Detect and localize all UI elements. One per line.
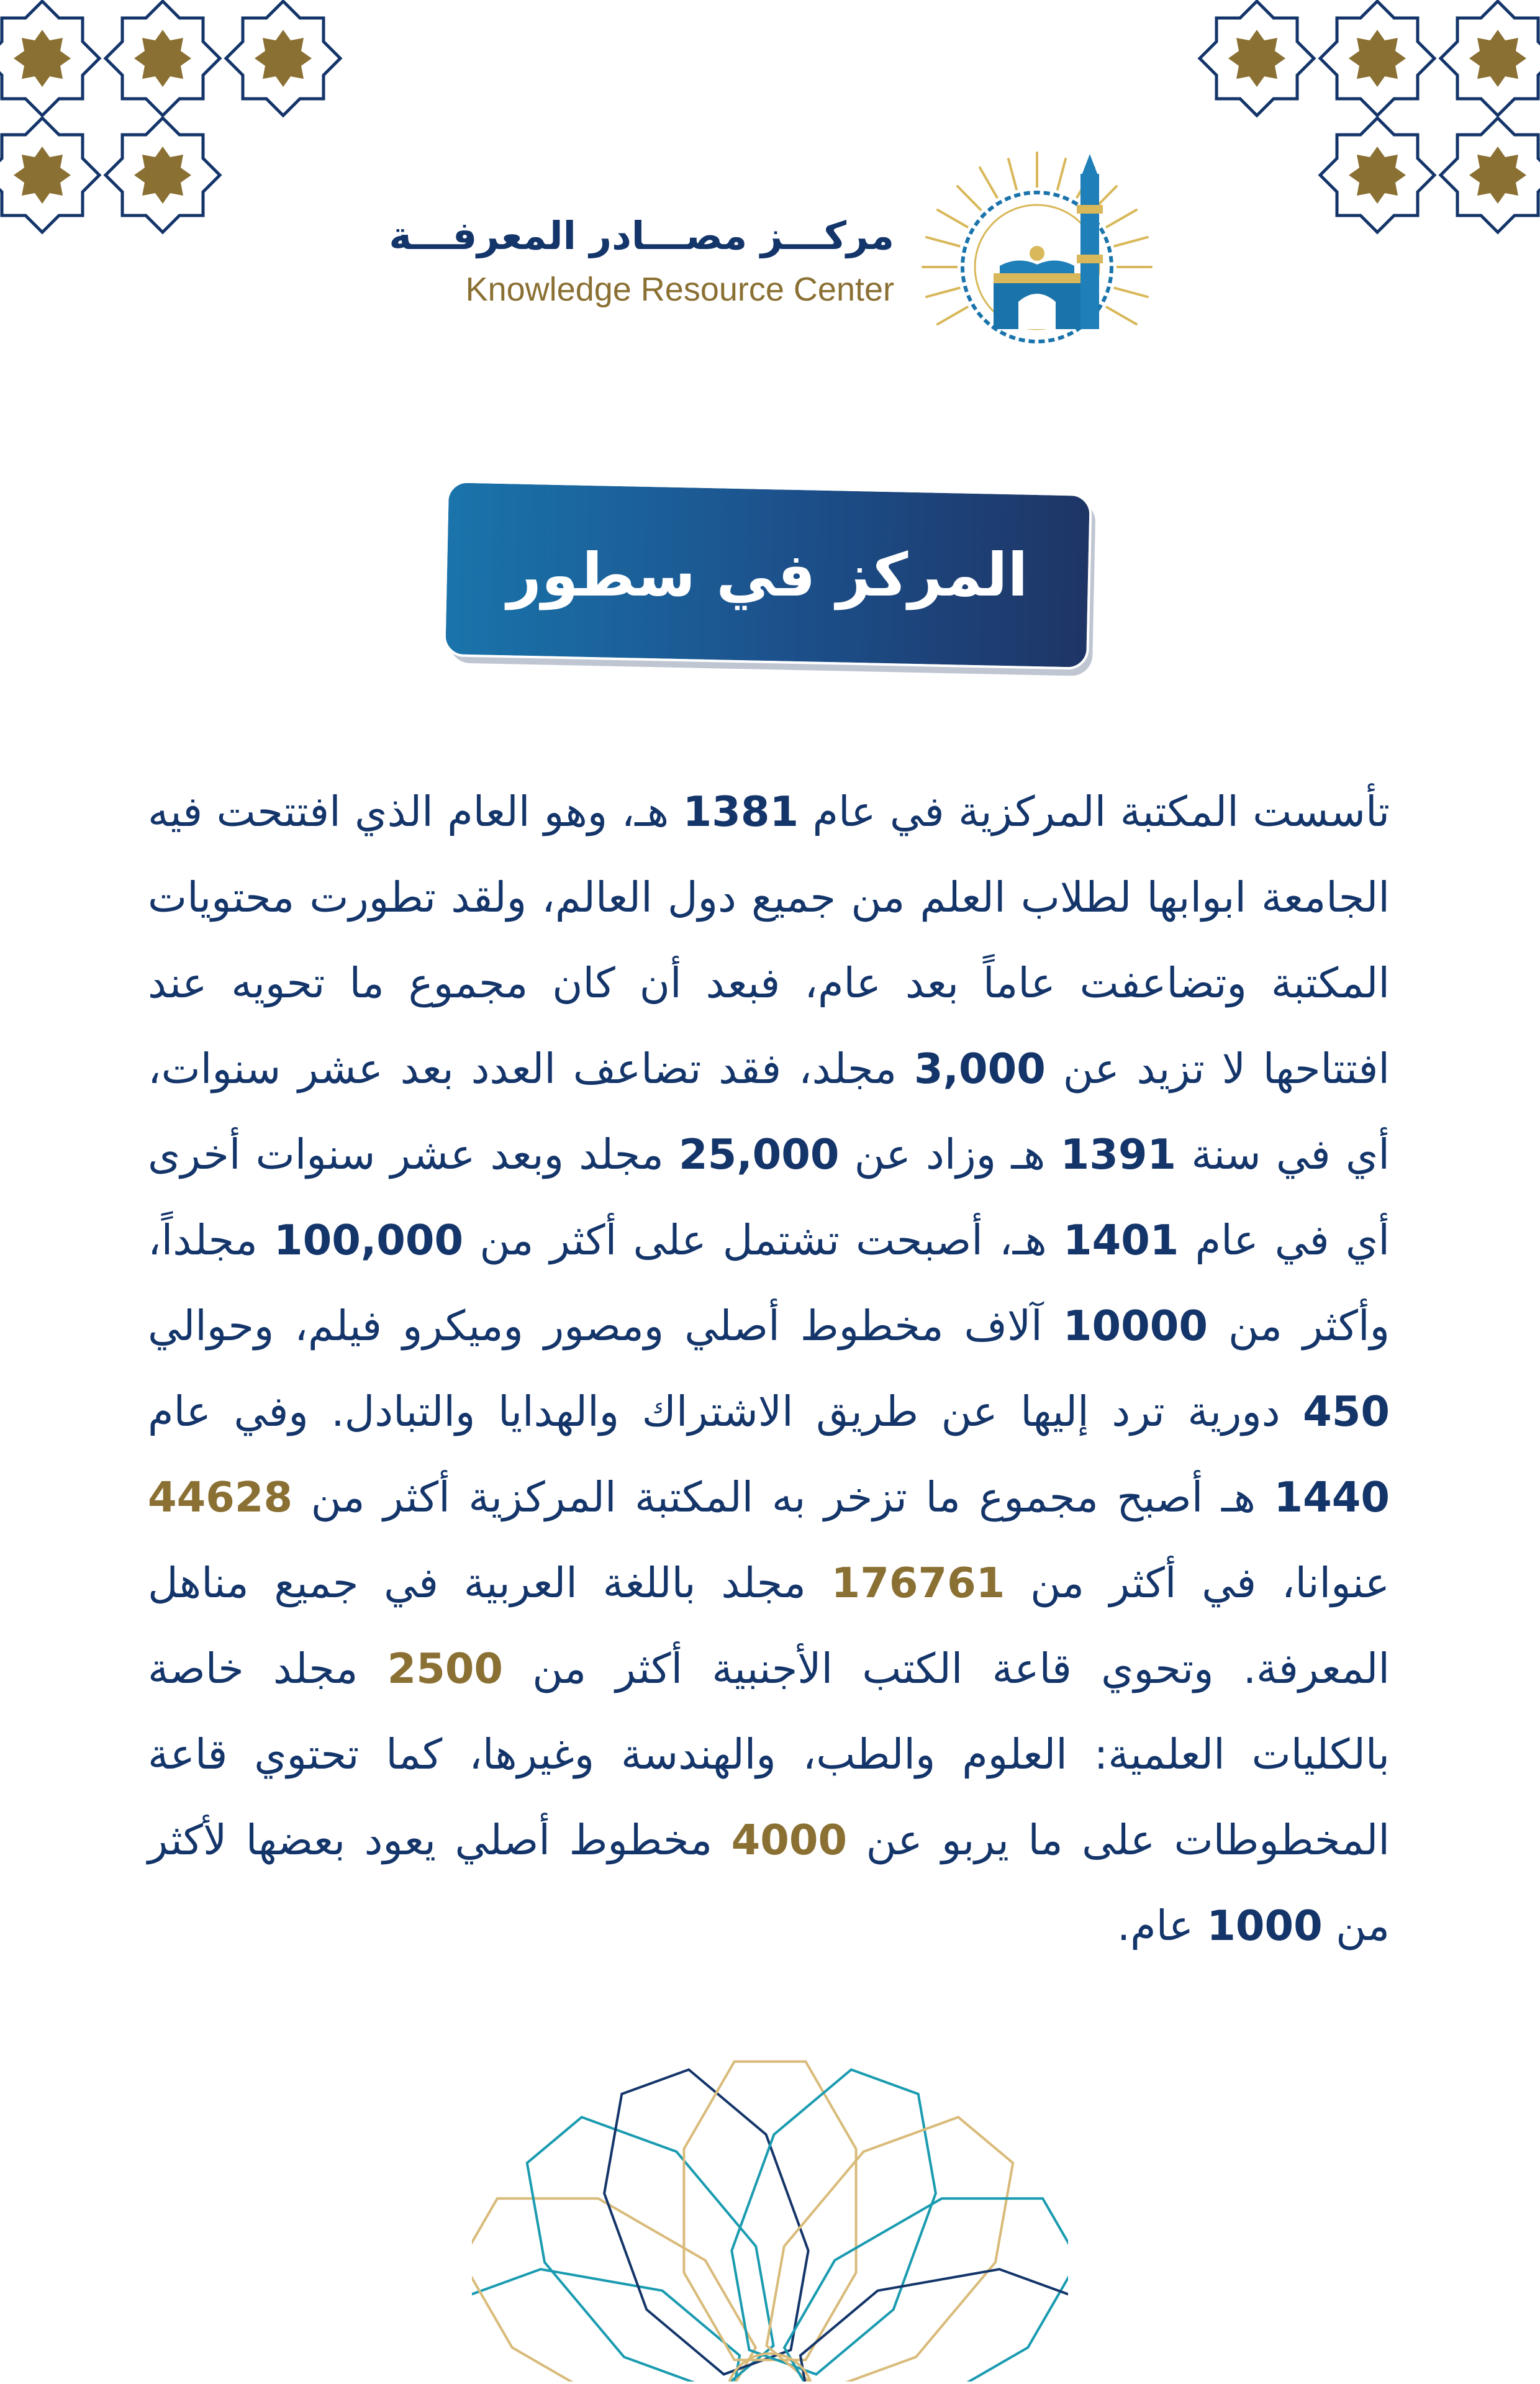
university-emblem-icon	[919, 149, 1155, 385]
header	[385, 149, 1155, 385]
text-segment: عام.	[1116, 1901, 1207, 1950]
volumes-1401: 100,000	[273, 1216, 464, 1264]
header-text	[385, 211, 894, 314]
titles-count: 44628	[148, 1473, 293, 1521]
manuscripts-count: 4000	[731, 1816, 848, 1864]
text-segment: عنوانا، في أكثر من	[1005, 1559, 1390, 1607]
corner-pattern-right-icon	[1180, 0, 1540, 236]
rosette-petal	[489, 2085, 812, 2382]
text-segment: مجلد خاصة بالكليات العلمية: العلوم والطب، والهندسة وغيرها، كما تحتوي قاعة المخطوطات على ما يربو عن	[148, 1644, 1390, 1864]
manuscripts-1401: 10000	[1062, 1302, 1208, 1350]
text-segment: مجلداً، وأكثر من	[148, 1216, 1390, 1350]
text-segment: هـ وزاد عن	[839, 1130, 1061, 1179]
text-segment: مجلد وبعد عشر سنوات أخرى أي في عام	[148, 1130, 1390, 1264]
rosette-petal	[472, 2254, 748, 2382]
corner-pattern-left-icon	[0, 0, 360, 236]
text-segment: مجلد باللغة العربية في جميع مناهل المعرفة. وتحوي قاعة الكتب الأجنبية أكثر من	[148, 1559, 1390, 1693]
rosette-petal	[702, 2052, 966, 2382]
text-segment: هـ، وهو العام الذي افتتحت فيه الجامعة ابوابها لطلاب العلم من جميع دول العالم، ولقد تطورت محتويات المكتبة وتضاعفت عاماً بعد عام، فبعد أن كان مجموع ما تحويه عند افتتاحها لا تزيد عن	[148, 787, 1390, 1093]
rosette-petal	[684, 2062, 856, 2360]
year-1391: 1391	[1060, 1130, 1177, 1179]
year-founded: 1381	[682, 787, 799, 836]
rosette-petal	[792, 2254, 1068, 2382]
volumes-1391: 25,000	[678, 1130, 840, 1179]
center-title-arabic: مركـــز مصـــادر المعرفـــة	[389, 213, 894, 258]
volumes-count: 176761	[831, 1559, 1005, 1607]
text-segment: آلاف مخطوط أصلي ومصور وميكرو فيلم، وحوالي	[148, 1302, 1063, 1350]
periodicals-count: 450	[1303, 1387, 1390, 1436]
rosette-petal	[728, 2085, 1051, 2382]
text-segment: مخطوط أصلي يعود بعضها لأكثر من	[148, 1816, 1390, 1950]
section-banner	[443, 480, 1092, 670]
text-segment: هـ، أصبحت تشتمل على أكثر من	[463, 1216, 1063, 1264]
manuscript-age: 1000	[1207, 1901, 1323, 1950]
text-segment: دورية ترد إليها عن طريق الاشتراك والهدايا والتبادل. وفي عام	[148, 1387, 1303, 1436]
text-segment: تأسست المكتبة المركزية في عام	[799, 787, 1390, 836]
geometric-rosette-icon	[472, 2049, 1068, 2382]
foreign-volumes-count: 2500	[387, 1644, 504, 1693]
rosette-petal	[574, 2052, 838, 2382]
year-1401: 1401	[1062, 1216, 1179, 1264]
text-segment: مجلد، فقد تضاعف العدد بعد عشر سنوات، أي في سنة	[148, 1045, 1390, 1179]
center-title-english: Knowledge Resource Center	[465, 271, 894, 308]
text-segment: هـ أصبح مجموع ما تزخر به المكتبة المركزية أكثر من	[292, 1473, 1274, 1521]
history-paragraph	[148, 769, 1390, 1969]
initial-volumes: 3,000	[913, 1045, 1046, 1093]
year-1440: 1440	[1274, 1473, 1390, 1521]
banner-title: المركز في سطور	[507, 540, 1028, 610]
